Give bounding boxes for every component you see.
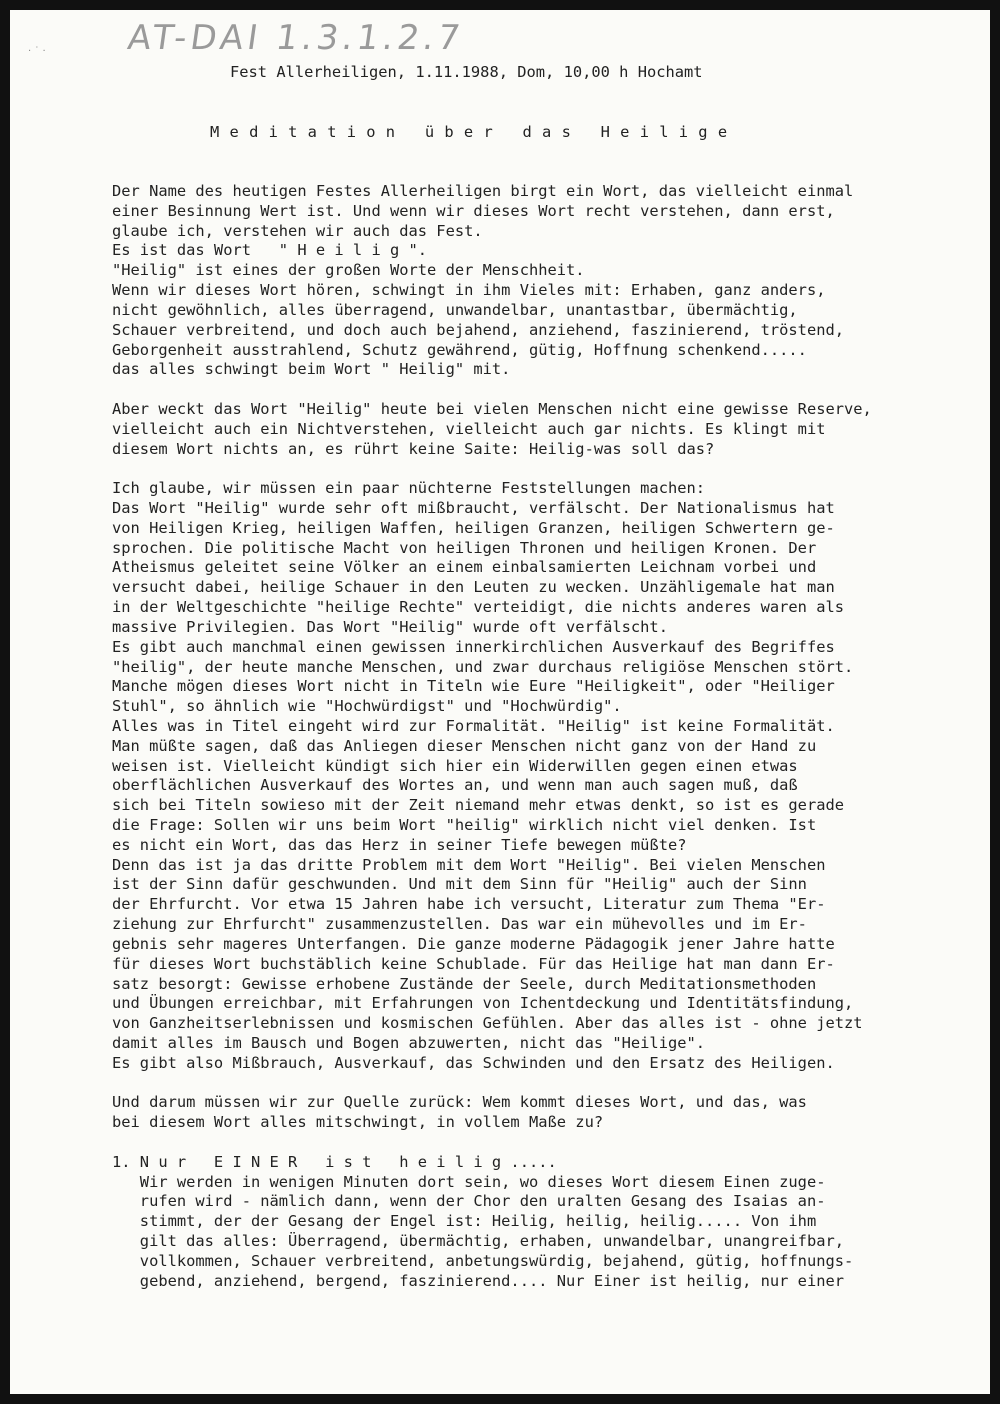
text-line: versucht dabei, heilige Schauer in den Leuten zu wecken. Unzähligemale hat man — [112, 578, 835, 597]
paragraph-spacer — [112, 459, 872, 479]
text-line: vollkommen, Schauer verbreitend, anbetungswürdig, bejahend, gütig, hoffnungs- — [112, 1251, 854, 1270]
text-line: Schauer verbreitend, und doch auch bejahend, anziehend, faszinierend, tröstend, — [112, 320, 845, 339]
text-line: der Ehrfurcht. Vor etwa 15 Jahren habe ich versucht, Literatur zum Thema "Er- — [112, 895, 826, 914]
text-line: stimmt, der der Gesang der Engel ist: Heilig, heilig, heilig..... Von ihm — [112, 1212, 817, 1231]
text-line: satz besorgt: Gewisse erhobene Zustände der Seele, durch Meditationsmethoden — [112, 974, 817, 993]
text-line: glaube ich, verstehen wir auch das Fest. — [112, 221, 483, 240]
paragraph — [112, 182, 872, 380]
text-line: vielleicht auch ein Nichtverstehen, vielleicht auch gar nichts. Es klingt mit — [112, 419, 826, 438]
text-line: massive Privilegien. Das Wort "Heilig" wurde oft verfälscht. — [112, 617, 668, 636]
text-line: rufen wird - nämlich dann, wenn der Chor den uralten Gesang des Isaias an- — [112, 1192, 826, 1211]
document-page — [10, 10, 990, 1394]
document-body — [112, 182, 872, 1292]
paragraph-spacer — [112, 1074, 872, 1094]
archive-signature: AT-DAI 1.3.1.2.7 — [125, 18, 467, 58]
text-line: Wenn wir dieses Wort hören, schwingt in ihm Vieles mit: Erhaben, ganz anders, — [112, 281, 826, 300]
text-line: Wir werden in wenigen Minuten dort sein, wo dieses Wort diesem Einen zuge- — [112, 1172, 826, 1191]
text-line: sich bei Titeln sowieso mit der Zeit niemand mehr etwas denkt, so ist es gerade — [112, 796, 845, 815]
text-line: und Übungen erreichbar, mit Erfahrungen von Ichentdeckung und Identitätsfindung, — [112, 994, 854, 1013]
text-line: Alles was in Titel eingeht wird zur Formalität. "Heilig" ist keine Formalität. — [112, 716, 835, 735]
paragraph — [112, 1153, 872, 1292]
text-line: für dieses Wort buchstäblich keine Schublade. Für das Heilige hat man dann Er- — [112, 954, 835, 973]
paragraph — [112, 1093, 872, 1133]
text-line: Es ist das Wort " H e i l i g ". — [112, 241, 428, 260]
text-line: Denn das ist ja das dritte Problem mit dem Wort "Heilig". Bei vielen Menschen — [112, 855, 826, 874]
text-line: Geborgenheit ausstrahlend, Schutz gewährend, gütig, Hoffnung schenkend..... — [112, 340, 807, 359]
text-line: Es gibt also Mißbrauch, Ausverkauf, das Schwinden und den Ersatz des Heiligen. — [112, 1053, 835, 1072]
text-line: es nicht ein Wort, das das Herz in seiner Tiefe bewegen müßte? — [112, 835, 687, 854]
text-line: "Heilig" ist eines der großen Worte der Menschheit. — [112, 261, 585, 280]
text-line: Stuhl", so ähnlich wie "Hochwürdigst" und "Hochwürdig". — [112, 697, 622, 716]
text-line: "heilig", der heute manche Menschen, und zwar durchaus religiöse Menschen stört. — [112, 657, 854, 676]
text-line: sprochen. Die politische Macht von heiligen Thronen und heiligen Kronen. Der — [112, 538, 817, 557]
text-line: ziehung zur Ehrfurcht" zusammenzustellen. Das war ein mühevolles und im Er- — [112, 915, 807, 934]
text-line: von Ganzheitserlebnissen und kosmischen Gefühlen. Aber das alles ist - ohne jetzt — [112, 1014, 863, 1033]
text-line: 1. N u r E I N E R i s t h e i l i g ..... — [112, 1152, 557, 1171]
text-line: gilt das alles: Überragend, übermächtig, erhaben, unwandelbar, unangreifbar, — [112, 1232, 845, 1251]
document-header: Fest Allerheiligen, 1.11.1988, Dom, 10,00 h Hochamt — [230, 63, 703, 81]
paragraph — [112, 400, 872, 459]
text-line: Man müßte sagen, daß das Anliegen dieser Menschen nicht ganz von der Hand zu — [112, 736, 817, 755]
text-line: damit alles im Bausch und Bogen abzuwerten, nicht das "Heilige". — [112, 1033, 706, 1052]
text-line: von Heiligen Krieg, heiligen Waffen, heiligen Granzen, heiligen Schwertern ge- — [112, 518, 835, 537]
paragraph-spacer — [112, 1133, 872, 1153]
text-line: das alles schwingt beim Wort " Heilig" mit. — [112, 360, 511, 379]
text-line: Manche mögen dieses Wort nicht in Titeln wie Eure "Heiligkeit", oder "Heiliger — [112, 677, 835, 696]
text-line: Aber weckt das Wort "Heilig" heute bei vielen Menschen nicht eine gewisse Reserve, — [112, 399, 872, 418]
text-line: Und darum müssen wir zur Quelle zurück: Wem kommt dieses Wort, und das, was — [112, 1093, 807, 1112]
paragraph — [112, 479, 872, 1073]
text-line: Es gibt auch manchmal einen gewissen innerkirchlichen Ausverkauf des Begriffes — [112, 637, 835, 656]
text-line: gebend, anziehend, bergend, faszinierend.... Nur Einer ist heilig, nur einer — [112, 1271, 845, 1290]
text-line: ist der Sinn dafür geschwunden. Und mit dem Sinn für "Heilig" auch der Sinn — [112, 875, 807, 894]
document-title: M e d i t a t i o n ü b e r d a s H e i l i g e — [210, 123, 728, 141]
text-line: Atheismus geleitet seine Völker an einem einbalsamierten Leichnam vorbei und — [112, 558, 817, 577]
text-line: einer Besinnung Wert ist. Und wenn wir dieses Wort recht verstehen, dann erst, — [112, 201, 835, 220]
text-line: gebnis sehr mageres Unterfangen. Die ganze moderne Pädagogik jener Jahre hatte — [112, 934, 835, 953]
text-line: Das Wort "Heilig" wurde sehr oft mißbraucht, verfälscht. Der Nationalismus hat — [112, 499, 835, 517]
text-line: in der Weltgeschichte "heilige Rechte" verteidigt, die nichts anderes waren als — [112, 598, 845, 617]
text-line: die Frage: Sollen wir uns beim Wort "heilig" wirklich nicht viel denken. Ist — [112, 816, 817, 834]
text-line: bei diesem Wort alles mitschwingt, in vollem Maße zu? — [112, 1113, 604, 1132]
text-line: weisen ist. Vielleicht kündigt sich hier ein Widerwillen gegen einen etwas — [112, 756, 798, 775]
paragraph-spacer — [112, 380, 872, 400]
text-line: Der Name des heutigen Festes Allerheiligen birgt ein Wort, das vielleicht einmal — [112, 182, 854, 200]
scan-specks: · ˙ · — [28, 46, 46, 57]
text-line: diesem Wort nichts an, es rührt keine Saite: Heilig-was soll das? — [112, 439, 715, 458]
text-line: Ich glaube, wir müssen ein paar nüchterne Feststellungen machen: — [112, 479, 706, 498]
text-line: nicht gewöhnlich, alles überragend, unwandelbar, unantastbar, übermächtig, — [112, 300, 798, 319]
text-line: oberflächlichen Ausverkauf des Wortes an, und wenn man auch sagen muß, daß — [112, 776, 798, 795]
